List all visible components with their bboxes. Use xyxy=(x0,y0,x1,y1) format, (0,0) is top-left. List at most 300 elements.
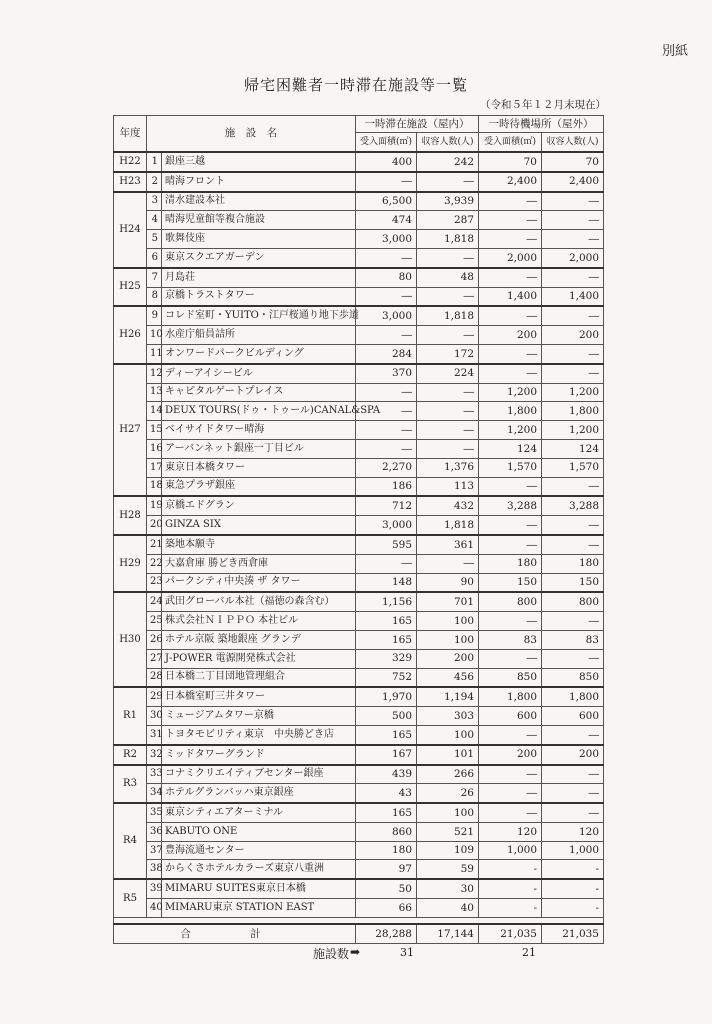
outdoor-capacity: - xyxy=(542,860,604,879)
table-row xyxy=(114,879,604,898)
table-row xyxy=(114,402,604,421)
outdoor-capacity: ― xyxy=(542,516,604,535)
facility-name: 東京シティエアターミナル xyxy=(162,803,356,822)
total-row xyxy=(114,924,604,943)
year-cell: H26 xyxy=(114,306,147,363)
indoor-capacity: 59 xyxy=(417,860,479,879)
year-cell: H22 xyxy=(114,152,147,172)
outdoor-capacity: 124 xyxy=(542,439,604,458)
outdoor-area: 120 xyxy=(479,822,542,841)
facility-number: 6 xyxy=(147,248,162,267)
facility-name: 大嘉倉庫 勝どき西倉庫 xyxy=(162,554,356,573)
outdoor-area: 200 xyxy=(479,745,542,765)
indoor-area: ― xyxy=(356,554,417,573)
facility-number: 36 xyxy=(147,822,162,841)
facility-name: 株式会社ＮＩＰＰＯ 本社ビル xyxy=(162,612,356,631)
outdoor-capacity: 1,400 xyxy=(542,287,604,306)
facility-name: パークシティ中央湊 ザ タワー xyxy=(162,573,356,592)
indoor-capacity: ― xyxy=(417,439,479,458)
indoor-capacity: 100 xyxy=(417,630,479,649)
outdoor-area: 124 xyxy=(479,439,542,458)
indoor-area: ― xyxy=(356,248,417,267)
outdoor-area: ― xyxy=(479,649,542,668)
outdoor-capacity: ― xyxy=(542,535,604,554)
table-row xyxy=(114,364,604,383)
table-row xyxy=(114,496,604,515)
outdoor-capacity: 2,000 xyxy=(542,248,604,267)
outdoor-area: 800 xyxy=(479,592,542,611)
table-row xyxy=(114,592,604,611)
header-year: 年度 xyxy=(114,116,147,153)
outdoor-area: ― xyxy=(479,612,542,631)
year-cell: H28 xyxy=(114,496,147,535)
indoor-capacity: 172 xyxy=(417,344,479,363)
outdoor-capacity: ― xyxy=(542,725,604,744)
indoor-area: 66 xyxy=(356,899,417,918)
facility-number: 1 xyxy=(147,152,162,172)
indoor-capacity: 303 xyxy=(417,707,479,726)
table-row xyxy=(114,554,604,573)
indoor-area: 1,156 xyxy=(356,592,417,611)
facility-number: 25 xyxy=(147,612,162,631)
outdoor-capacity: - xyxy=(542,899,604,918)
as-of-date: （令和５年１２月末現在） xyxy=(480,99,606,111)
table-row xyxy=(114,899,604,918)
table-row xyxy=(114,630,604,649)
facility-number: 19 xyxy=(147,496,162,515)
facility-name: オンワードパークビルディング xyxy=(162,344,356,363)
table-row xyxy=(114,765,604,784)
facility-name: 京橋トラストタワー xyxy=(162,287,356,306)
outdoor-area: 2,000 xyxy=(479,248,542,267)
indoor-capacity: ― xyxy=(417,172,479,192)
table-row xyxy=(114,458,604,477)
indoor-capacity: 100 xyxy=(417,725,479,744)
table-row xyxy=(114,477,604,496)
indoor-area: 500 xyxy=(356,707,417,726)
indoor-area: ― xyxy=(356,287,417,306)
facility-number: 39 xyxy=(147,879,162,898)
outdoor-area: ― xyxy=(479,211,542,230)
outdoor-capacity: 150 xyxy=(542,573,604,592)
facility-number: 16 xyxy=(147,439,162,458)
year-cell: H24 xyxy=(114,192,147,268)
outdoor-capacity: 1,200 xyxy=(542,421,604,440)
indoor-capacity: 101 xyxy=(417,745,479,765)
indoor-capacity: 701 xyxy=(417,592,479,611)
year-cell: H25 xyxy=(114,268,147,307)
facility-number: 40 xyxy=(147,899,162,918)
facility-number: 2 xyxy=(147,172,162,192)
year-cell: R5 xyxy=(114,879,147,917)
outdoor-area: 2,400 xyxy=(479,172,542,192)
indoor-capacity: ― xyxy=(417,326,479,345)
total-outdoor-capacity: 21,035 xyxy=(542,924,604,943)
facility-number: 8 xyxy=(147,287,162,306)
facility-name: J-POWER 電源開発株式会社 xyxy=(162,649,356,668)
indoor-area: ― xyxy=(356,439,417,458)
outdoor-area: ― xyxy=(479,230,542,249)
facility-count-outdoor: 21 xyxy=(522,946,536,959)
table-row xyxy=(114,649,604,668)
indoor-area: ― xyxy=(356,402,417,421)
facility-number: 21 xyxy=(147,535,162,554)
indoor-area: 6,500 xyxy=(356,192,417,211)
facility-name: 豊海流通センター xyxy=(162,841,356,860)
table-row xyxy=(114,725,604,744)
indoor-area: 186 xyxy=(356,477,417,496)
facility-number: 12 xyxy=(147,364,162,383)
facility-count-indoor: 31 xyxy=(400,946,414,959)
outdoor-area: - xyxy=(479,899,542,918)
outdoor-capacity: ― xyxy=(542,344,604,363)
indoor-capacity: 1,818 xyxy=(417,230,479,249)
facility-name: アーバンネット銀座一丁目ビル xyxy=(162,439,356,458)
indoor-capacity: 266 xyxy=(417,765,479,784)
facility-name: 東京スクエアガーデン xyxy=(162,248,356,267)
facility-number: 17 xyxy=(147,458,162,477)
facility-number: 30 xyxy=(147,707,162,726)
indoor-capacity: 100 xyxy=(417,612,479,631)
outdoor-capacity: 83 xyxy=(542,630,604,649)
facility-number: 11 xyxy=(147,344,162,363)
facility-number: 18 xyxy=(147,477,162,496)
outdoor-area: 200 xyxy=(479,326,542,345)
facility-number: 20 xyxy=(147,516,162,535)
outdoor-capacity: 1,800 xyxy=(542,687,604,706)
header-row-1 xyxy=(114,116,604,133)
outdoor-capacity: ― xyxy=(542,803,604,822)
arrow-right-icon: ➡ xyxy=(350,945,361,959)
outdoor-capacity: ― xyxy=(542,192,604,211)
outdoor-capacity: 850 xyxy=(542,668,604,687)
year-cell: R1 xyxy=(114,687,147,744)
outdoor-capacity: 2,400 xyxy=(542,172,604,192)
facility-number: 32 xyxy=(147,745,162,765)
table-row xyxy=(114,192,604,211)
header-indoor-area: 受入面積(㎡) xyxy=(356,133,417,153)
facility-name: 京橋エドグラン xyxy=(162,496,356,515)
indoor-area: 167 xyxy=(356,745,417,765)
facility-name: 晴海児童館等複合施設 xyxy=(162,211,356,230)
header-indoor: 一時滞在施設（屋内） xyxy=(356,116,479,133)
outdoor-area: 600 xyxy=(479,707,542,726)
header-facility-name: 施 設 名 xyxy=(147,116,356,153)
indoor-capacity: 30 xyxy=(417,879,479,898)
indoor-capacity: 113 xyxy=(417,477,479,496)
facility-name: ホテル京阪 築地銀座 グランデ xyxy=(162,630,356,649)
indoor-area: 165 xyxy=(356,612,417,631)
outdoor-capacity: - xyxy=(542,879,604,898)
table-row xyxy=(114,152,604,172)
year-cell: H23 xyxy=(114,172,147,192)
facility-name: ベイサイドタワー晴海 xyxy=(162,421,356,440)
header-indoor-capacity: 収容人数(人) xyxy=(417,133,479,153)
facility-name: コレド室町・YUITO・江戸桜通り地下歩道 xyxy=(162,306,356,325)
facility-number: 35 xyxy=(147,803,162,822)
table-row xyxy=(114,784,604,803)
indoor-area: 3,000 xyxy=(356,516,417,535)
table-row xyxy=(114,535,604,554)
indoor-capacity: ― xyxy=(417,287,479,306)
outdoor-area: 1,400 xyxy=(479,287,542,306)
indoor-area: 712 xyxy=(356,496,417,515)
facility-name: コナミクリエイティブセンター銀座 xyxy=(162,765,356,784)
outdoor-area: 180 xyxy=(479,554,542,573)
facility-name: ミュージアムタワー京橋 xyxy=(162,707,356,726)
indoor-capacity: 1,818 xyxy=(417,306,479,325)
indoor-area: 3,000 xyxy=(356,306,417,325)
header-outdoor-area: 受入面積(㎡) xyxy=(479,133,542,153)
facility-number: 22 xyxy=(147,554,162,573)
facility-number: 29 xyxy=(147,687,162,706)
facility-name: ディーアイシービル xyxy=(162,364,356,383)
outdoor-capacity: ― xyxy=(542,230,604,249)
facility-number: 10 xyxy=(147,326,162,345)
facility-number: 31 xyxy=(147,725,162,744)
document-title: 帰宅困難者一時滞在施設等一覧 xyxy=(243,76,468,94)
total-label: 合 計 xyxy=(114,924,356,943)
table-row xyxy=(114,668,604,687)
table-row xyxy=(114,421,604,440)
indoor-area: 439 xyxy=(356,765,417,784)
outdoor-area: 1,000 xyxy=(479,841,542,860)
facility-name: GINZA SIX xyxy=(162,516,356,535)
indoor-area: 165 xyxy=(356,725,417,744)
indoor-capacity: 1,376 xyxy=(417,458,479,477)
indoor-area: 50 xyxy=(356,879,417,898)
outdoor-capacity: ― xyxy=(542,211,604,230)
outdoor-capacity: ― xyxy=(542,268,604,287)
indoor-area: 1,970 xyxy=(356,687,417,706)
outdoor-area: ― xyxy=(479,803,542,822)
facility-name: 清水建設本社 xyxy=(162,192,356,211)
facility-number: 7 xyxy=(147,268,162,287)
year-cell: H27 xyxy=(114,364,147,497)
facility-number: 13 xyxy=(147,383,162,402)
facility-name: トヨタモビリティ東京 中央勝どき店 xyxy=(162,725,356,744)
outdoor-area: ― xyxy=(479,344,542,363)
outdoor-area: 150 xyxy=(479,573,542,592)
table-row xyxy=(114,230,604,249)
table-row xyxy=(114,573,604,592)
indoor-capacity: 361 xyxy=(417,535,479,554)
indoor-capacity: 287 xyxy=(417,211,479,230)
facility-name: 銀座三越 xyxy=(162,152,356,172)
facility-name: 日本橋室町三井タワー xyxy=(162,687,356,706)
indoor-area: 3,000 xyxy=(356,230,417,249)
indoor-area: 165 xyxy=(356,630,417,649)
facility-number: 28 xyxy=(147,668,162,687)
outdoor-capacity: 800 xyxy=(542,592,604,611)
outdoor-capacity: ― xyxy=(542,306,604,325)
outdoor-capacity: ― xyxy=(542,477,604,496)
indoor-area: 474 xyxy=(356,211,417,230)
table-row xyxy=(114,841,604,860)
indoor-area: 80 xyxy=(356,268,417,287)
facility-number: 5 xyxy=(147,230,162,249)
facility-number: 33 xyxy=(147,765,162,784)
outdoor-capacity: 1,200 xyxy=(542,383,604,402)
indoor-area: 165 xyxy=(356,803,417,822)
facility-number: 15 xyxy=(147,421,162,440)
outdoor-capacity: ― xyxy=(542,784,604,803)
facility-number: 4 xyxy=(147,211,162,230)
facility-number: 3 xyxy=(147,192,162,211)
table-row xyxy=(114,439,604,458)
outdoor-area: 850 xyxy=(479,668,542,687)
attachment-label: 別紙 xyxy=(662,44,689,59)
outdoor-area: ― xyxy=(479,725,542,744)
outdoor-area: 1,200 xyxy=(479,383,542,402)
outdoor-capacity: 3,288 xyxy=(542,496,604,515)
facility-name: 武田グローバル本社（福徳の森含む） xyxy=(162,592,356,611)
outdoor-area: ― xyxy=(479,516,542,535)
facility-number: 24 xyxy=(147,592,162,611)
indoor-capacity: ― xyxy=(417,554,479,573)
table-row xyxy=(114,344,604,363)
facility-name: 日本橋二丁目団地管理組合 xyxy=(162,668,356,687)
total-indoor-capacity: 17,144 xyxy=(417,924,479,943)
facility-name: ミッドタワーグランド xyxy=(162,745,356,765)
facility-number: 37 xyxy=(147,841,162,860)
indoor-area: ― xyxy=(356,383,417,402)
facility-table xyxy=(113,115,604,944)
outdoor-area: ― xyxy=(479,192,542,211)
outdoor-area: ― xyxy=(479,535,542,554)
outdoor-capacity: ― xyxy=(542,364,604,383)
outdoor-capacity: ― xyxy=(542,649,604,668)
indoor-capacity: 109 xyxy=(417,841,479,860)
outdoor-area: ― xyxy=(479,765,542,784)
outdoor-area: ― xyxy=(479,477,542,496)
table-row xyxy=(114,860,604,879)
facility-number: 14 xyxy=(147,402,162,421)
outdoor-area: ― xyxy=(479,306,542,325)
indoor-area: 43 xyxy=(356,784,417,803)
indoor-area: 148 xyxy=(356,573,417,592)
facility-name: 月島荘 xyxy=(162,268,356,287)
indoor-capacity: ― xyxy=(417,383,479,402)
facility-name: 歌舞伎座 xyxy=(162,230,356,249)
indoor-capacity: 48 xyxy=(417,268,479,287)
indoor-capacity: 3,939 xyxy=(417,192,479,211)
indoor-area: 180 xyxy=(356,841,417,860)
header-outdoor: 一時待機場所（屋外） xyxy=(479,116,604,133)
year-cell: H29 xyxy=(114,535,147,592)
outdoor-area: 1,800 xyxy=(479,402,542,421)
table-row xyxy=(114,268,604,287)
facility-name: 東京日本橋タワー xyxy=(162,458,356,477)
indoor-area: 752 xyxy=(356,668,417,687)
indoor-capacity: 1,818 xyxy=(417,516,479,535)
indoor-capacity: 242 xyxy=(417,152,479,172)
indoor-area: 2,270 xyxy=(356,458,417,477)
outdoor-area: ― xyxy=(479,364,542,383)
outdoor-capacity: 180 xyxy=(542,554,604,573)
indoor-capacity: 521 xyxy=(417,822,479,841)
indoor-area: 329 xyxy=(356,649,417,668)
year-cell: R3 xyxy=(114,765,147,804)
facility-name: 東急プラザ銀座 xyxy=(162,477,356,496)
year-cell: H30 xyxy=(114,592,147,687)
table-row xyxy=(114,326,604,345)
outdoor-capacity: 1,000 xyxy=(542,841,604,860)
table-row xyxy=(114,707,604,726)
outdoor-capacity: ― xyxy=(542,612,604,631)
outdoor-capacity: 70 xyxy=(542,152,604,172)
facility-name: DEUX TOURS(ドゥ・トゥール)CANAL&SPA xyxy=(162,402,356,421)
header-outdoor-capacity: 収容人数(人) xyxy=(542,133,604,153)
outdoor-area: 3,288 xyxy=(479,496,542,515)
indoor-area: 284 xyxy=(356,344,417,363)
table-row xyxy=(114,306,604,325)
indoor-capacity: 90 xyxy=(417,573,479,592)
indoor-area: 595 xyxy=(356,535,417,554)
table-row xyxy=(114,803,604,822)
outdoor-area: 1,570 xyxy=(479,458,542,477)
facility-name: ホテルグランバッハ東京銀座 xyxy=(162,784,356,803)
outdoor-capacity: 200 xyxy=(542,326,604,345)
indoor-area: 97 xyxy=(356,860,417,879)
table-row xyxy=(114,745,604,765)
indoor-capacity: 26 xyxy=(417,784,479,803)
outdoor-capacity: 200 xyxy=(542,745,604,765)
indoor-capacity: 456 xyxy=(417,668,479,687)
table-row xyxy=(114,612,604,631)
facility-name: MIMARU SUITES東京日本橋 xyxy=(162,879,356,898)
table-row xyxy=(114,516,604,535)
indoor-area: 370 xyxy=(356,364,417,383)
table-row xyxy=(114,248,604,267)
indoor-area: ― xyxy=(356,326,417,345)
facility-name: MIMARU東京 STATION EAST xyxy=(162,899,356,918)
facility-name: 水産庁船員詰所 xyxy=(162,326,356,345)
outdoor-area: 83 xyxy=(479,630,542,649)
indoor-capacity: 100 xyxy=(417,803,479,822)
indoor-capacity: ― xyxy=(417,402,479,421)
outdoor-capacity: 120 xyxy=(542,822,604,841)
table-row xyxy=(114,172,604,192)
outdoor-area: - xyxy=(479,879,542,898)
facility-number: 26 xyxy=(147,630,162,649)
outdoor-capacity: 600 xyxy=(542,707,604,726)
table-row xyxy=(114,383,604,402)
facility-number: 27 xyxy=(147,649,162,668)
facility-number: 38 xyxy=(147,860,162,879)
table-row xyxy=(114,687,604,706)
facility-name: 築地本願寺 xyxy=(162,535,356,554)
outdoor-area: ― xyxy=(479,784,542,803)
indoor-capacity: ― xyxy=(417,421,479,440)
indoor-area: ― xyxy=(356,172,417,192)
table-row xyxy=(114,211,604,230)
table-row xyxy=(114,287,604,306)
table-row xyxy=(114,822,604,841)
facility-name: 晴海フロント xyxy=(162,172,356,192)
facility-number: 9 xyxy=(147,306,162,325)
outdoor-area: - xyxy=(479,860,542,879)
outdoor-capacity: ― xyxy=(542,765,604,784)
year-cell: R2 xyxy=(114,745,147,765)
facility-count-label: 施設数 xyxy=(313,947,350,961)
indoor-capacity: 1,194 xyxy=(417,687,479,706)
indoor-area: 860 xyxy=(356,822,417,841)
indoor-capacity: 224 xyxy=(417,364,479,383)
year-cell: R4 xyxy=(114,803,147,879)
total-indoor-area: 28,288 xyxy=(356,924,417,943)
indoor-area: ― xyxy=(356,421,417,440)
